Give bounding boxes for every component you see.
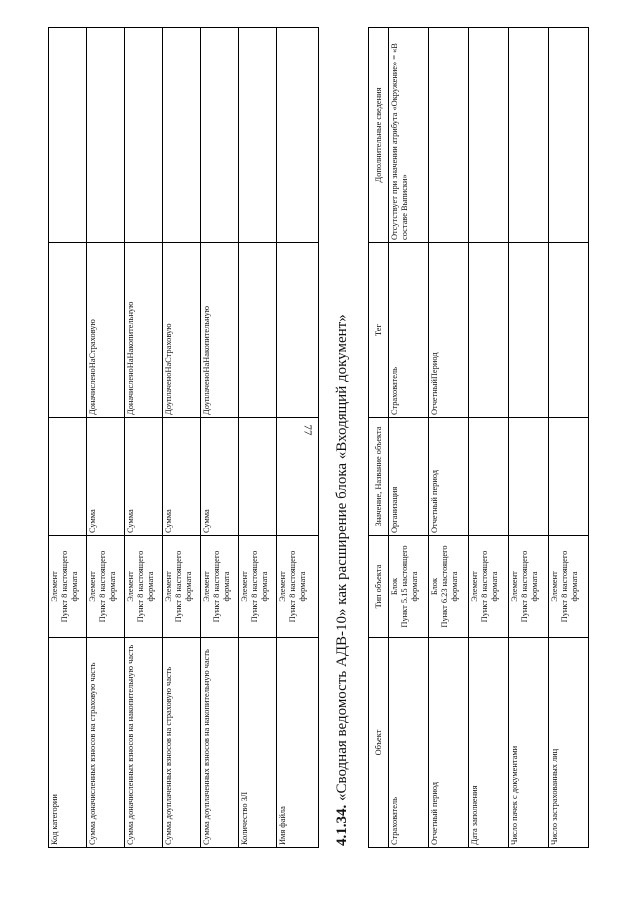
tag-cell [469, 243, 509, 418]
tag-cell [277, 243, 319, 418]
tag-cell: Страхователь [389, 243, 429, 418]
header-extra: Дополнительные сведения [369, 28, 389, 243]
header-value: Значение, Название объекта [369, 418, 389, 536]
value-cell [469, 418, 509, 536]
tag-cell: ДоуплаченоНаНакопительную [201, 243, 239, 418]
type-cell: Блок Пункт 6.23 настоящего формата [429, 536, 469, 638]
table-row [49, 28, 87, 848]
table-row [277, 28, 319, 848]
type-cell: Элемент Пункт 8 настоящего формата [239, 536, 277, 638]
object-cell: Страхователь [389, 638, 429, 848]
object-cell: Сумма доначисленных взносов на накопительную часть [125, 638, 163, 848]
object-cell: Сумма доначисленных взносов на страховую часть [87, 638, 125, 848]
page-number: 77 [301, 424, 314, 436]
object-cell: Число пачек с документами [509, 638, 549, 848]
header-tag: Тег [369, 243, 389, 418]
table-row [389, 28, 429, 848]
type-cell: Элемент Пункт 8 настоящего формата [201, 536, 239, 638]
extra-cell [201, 28, 239, 243]
object-cell: Сумма доуплаченных взносов на накопительную часть [201, 638, 239, 848]
value-cell [509, 418, 549, 536]
extra-cell [49, 28, 87, 243]
object-cell: Сумма доуплаченных взносов на страховую часть [163, 638, 201, 848]
table-row [429, 28, 469, 848]
rotated-page-content [48, 28, 590, 848]
table-row [125, 28, 163, 848]
table-row [163, 28, 201, 848]
value-cell [549, 418, 589, 536]
adv10-fields-table [368, 27, 589, 848]
value-cell: Сумма [87, 418, 125, 536]
table-row [509, 28, 549, 848]
tag-cell [49, 243, 87, 418]
header-object: Объект [369, 638, 389, 848]
fields-table-continued [48, 27, 319, 848]
value-cell [277, 418, 319, 536]
extra-cell [277, 28, 319, 243]
type-cell: Элемент Пункт 8 настоящего формата [469, 536, 509, 638]
value-cell: Отчетный период [429, 418, 469, 536]
object-cell: Отчетный период [429, 638, 469, 848]
tag-cell [239, 243, 277, 418]
extra-cell [239, 28, 277, 243]
value-cell: Сумма [201, 418, 239, 536]
type-cell: Элемент Пункт 8 настоящего формата [163, 536, 201, 638]
type-cell: Блок Пункт 5.15 настоящего формата [389, 536, 429, 638]
section-heading [334, 26, 351, 846]
table-row [239, 28, 277, 848]
type-cell: Элемент Пункт 8 настоящего формата [125, 536, 163, 638]
value-cell [239, 418, 277, 536]
object-cell: Число застрахованных лиц [549, 638, 589, 848]
extra-cell [125, 28, 163, 243]
table-row [549, 28, 589, 848]
table-row [87, 28, 125, 848]
tag-cell: ДоуплаченоНаСтраховую [163, 243, 201, 418]
value-cell: Сумма [125, 418, 163, 536]
type-cell: Элемент Пункт 8 настоящего формата [49, 536, 87, 638]
object-cell: Количество ЗЛ [239, 638, 277, 848]
tag-cell: ДоначисленоНаСтраховую [87, 243, 125, 418]
extra-cell [549, 28, 589, 243]
object-cell: Код категории [49, 638, 87, 848]
value-cell: Организация [389, 418, 429, 536]
extra-cell [87, 28, 125, 243]
section-title: «Сводная ведомость АДВ-10» как расширение блока «Входящий документ» [334, 314, 350, 801]
extra-cell [509, 28, 549, 243]
table-header-row [369, 28, 389, 848]
extra-cell [429, 28, 469, 243]
type-cell: Элемент Пункт 8 настоящего формата [277, 536, 319, 638]
tag-cell [509, 243, 549, 418]
type-cell: Элемент Пункт 8 настоящего формата [549, 536, 589, 638]
table-row [469, 28, 509, 848]
tag-cell: ОтчетныйПериод [429, 243, 469, 418]
extra-cell: Отсутствует при значении атрибута «Окружение» = «В составе Выписки» [389, 28, 429, 243]
section-number: 4.1.34. [334, 804, 350, 846]
table-row [201, 28, 239, 848]
type-cell: Элемент Пункт 8 настоящего формата [87, 536, 125, 638]
tag-cell [549, 243, 589, 418]
header-type: Тип объекта [369, 536, 389, 638]
object-cell: Дата заполнения [469, 638, 509, 848]
type-cell: Элемент Пункт 8 настоящего формата [509, 536, 549, 638]
extra-cell [469, 28, 509, 243]
value-cell [49, 418, 87, 536]
extra-cell [163, 28, 201, 243]
object-cell: Имя файла [277, 638, 319, 848]
value-cell: Сумма [163, 418, 201, 536]
tag-cell: ДоначисленоНаНакопительную [125, 243, 163, 418]
